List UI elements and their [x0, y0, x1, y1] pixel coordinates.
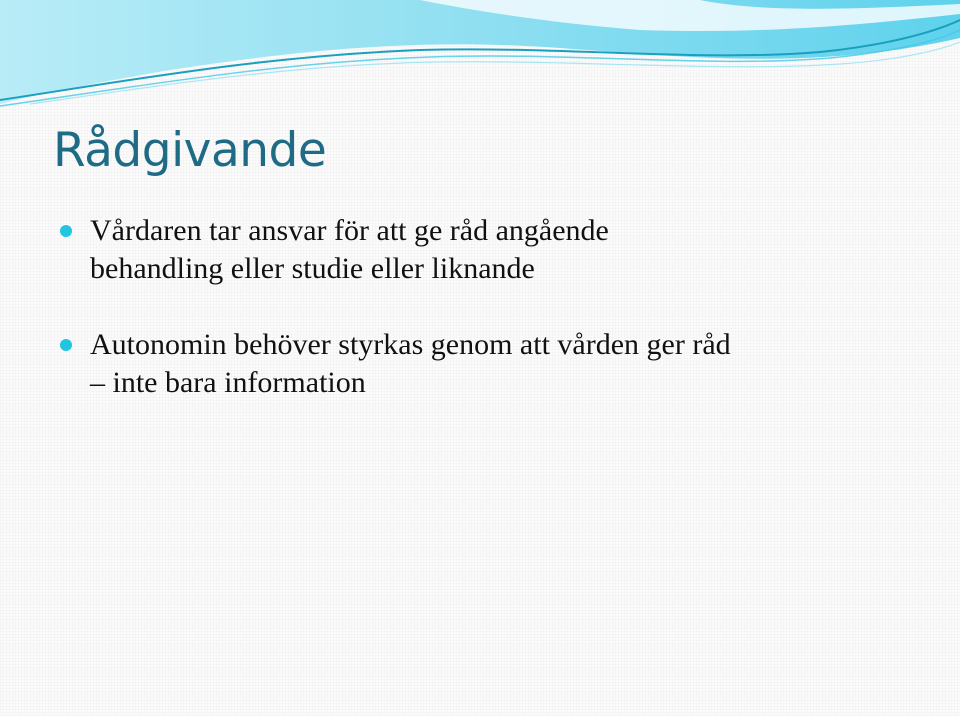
circle-bullet-icon: [60, 225, 72, 237]
bullet-text-line: behandling eller studie eller liknande: [90, 252, 535, 285]
bullet-item: [60, 326, 920, 402]
header-wave-decoration: [0, 0, 960, 110]
bullet-list: [60, 212, 920, 440]
bullet-text-line: Vårdaren tar ansvar för att ge råd angående: [90, 214, 609, 247]
bullet-text-line: – inte bara information: [90, 366, 366, 399]
bullet-text-line: Autonomin behöver styrkas genom att vården ger råd: [90, 328, 731, 361]
circle-bullet-icon: [60, 339, 72, 351]
slide-title: Rådgivande: [53, 123, 327, 178]
bullet-item: [60, 212, 920, 288]
